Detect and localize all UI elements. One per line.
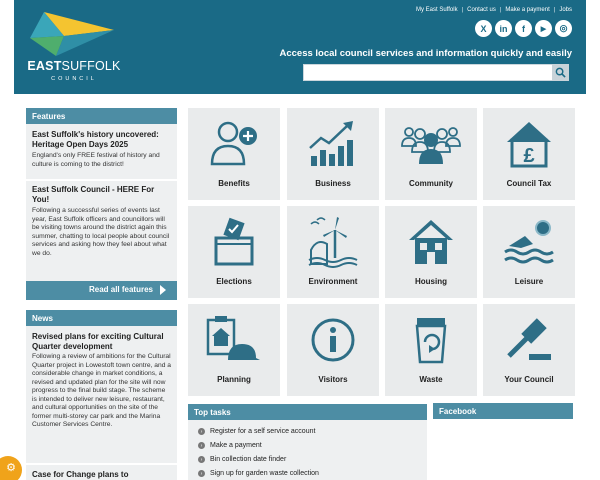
feature-title[interactable]: East Suffolk Council - HERE For You! [32, 185, 155, 204]
link-contact-us[interactable]: Contact us [467, 7, 496, 13]
swimmer-icon [503, 216, 555, 268]
utility-links: My East Suffolk | Contact us | Make a payment | Jobs [416, 7, 572, 13]
cookie-settings-button[interactable] [0, 456, 22, 480]
read-all-features-button[interactable]: Read all features [26, 281, 177, 300]
instagram-icon[interactable]: ◎ [555, 20, 572, 37]
news-title[interactable]: Case for Change plans to [32, 470, 129, 479]
link-jobs[interactable]: Jobs [559, 7, 572, 13]
tile-leisure[interactable] [483, 206, 575, 298]
svg-text:£: £ [523, 145, 535, 167]
house-icon [405, 216, 457, 268]
chevron-right-icon: › [198, 456, 205, 463]
feature-summary: England's only FREE festival of history and culture is coming to the district! [32, 152, 160, 168]
feature-title[interactable]: East Suffolk's history uncovered: Heritage Open Days 2025 [32, 130, 159, 149]
tile-label: Waste [419, 375, 443, 384]
tile-label: Council Tax [506, 179, 552, 188]
tile-environment[interactable] [287, 206, 379, 298]
tile-label: Benefits [218, 179, 250, 188]
tile-label: Community [409, 179, 453, 188]
brand-name: EASTSUFFOLK [27, 59, 121, 73]
task-link[interactable]: › Bin collection date finder [198, 456, 286, 463]
task-link[interactable]: › Sign up for garden waste collection [198, 470, 319, 477]
tile-planning[interactable] [188, 304, 280, 396]
tile-label: Business [315, 179, 351, 188]
recycle-bin-icon [405, 314, 457, 366]
clipboard-helmet-icon [204, 314, 260, 366]
tile-label: Your Council [504, 375, 554, 384]
tile-label: Planning [217, 375, 251, 384]
facebook-heading: Facebook [433, 403, 573, 419]
house-pound-icon [503, 118, 555, 170]
tagline: Access local council services and information quickly and easily [279, 48, 572, 59]
divider [26, 179, 177, 181]
tile-housing[interactable] [385, 206, 477, 298]
info-icon [307, 314, 359, 366]
chevron-right-icon: › [198, 470, 205, 477]
news-summary: Following a review of ambitions for the Cultural Quarter project in Lowestoft town centre, and a considerable change in market conditions, a revised and updated plan for the site will now progress to the final build stage. The scheme is intended to deliver new leisure, restaurant, and cultural opportunities on the site of the former multi-storey car park and the Marina Customer Services Centre. [32, 353, 172, 428]
tile-council-tax[interactable] [483, 108, 575, 200]
ballot-box-icon [208, 216, 260, 268]
arrow-right-icon [160, 285, 166, 295]
tile-label: Visitors [318, 375, 348, 384]
tile-benefits[interactable] [188, 108, 280, 200]
bar-chart-icon [307, 118, 359, 170]
tile-business[interactable] [287, 108, 379, 200]
link-my-east-suffolk[interactable]: My East Suffolk [416, 7, 458, 13]
wind-turbine-icon [307, 216, 359, 268]
tile-label: Leisure [514, 277, 544, 286]
youtube-icon[interactable]: ▶ [535, 20, 552, 37]
task-link[interactable]: › Make a payment [198, 442, 262, 449]
facebook-icon[interactable]: f [515, 20, 532, 37]
x-icon[interactable]: X [475, 20, 492, 37]
chevron-right-icon: › [198, 442, 205, 449]
task-link[interactable]: › Register for a self service account [198, 428, 315, 435]
divider [26, 463, 177, 465]
social-links [475, 20, 572, 37]
person-plus-icon [208, 118, 260, 170]
feature-summary: Following a successful series of events last year, East Suffolk officers and councillors will be visiting towns around the district again this summer, chatting to local people about council services and asking how they feel about what we do. [32, 207, 170, 257]
tile-label: Housing [415, 277, 447, 286]
tile-label: Elections [216, 277, 252, 286]
tile-elections[interactable] [188, 206, 280, 298]
tile-visitors[interactable] [287, 304, 379, 396]
people-group-icon [401, 118, 461, 170]
logo-mark-icon [26, 10, 122, 60]
linkedin-icon[interactable]: in [495, 20, 512, 37]
features-heading: Features [26, 108, 177, 124]
east-suffolk-logo[interactable] [26, 10, 122, 86]
tile-waste[interactable] [385, 304, 477, 396]
tile-your-council[interactable] [483, 304, 575, 396]
news-title[interactable]: Revised plans for exciting Cultural Quarter development [32, 332, 164, 351]
tile-label: Environment [308, 277, 358, 286]
link-make-a-payment[interactable]: Make a payment [505, 7, 550, 13]
top-tasks-heading: Top tasks [188, 404, 427, 420]
gavel-icon [503, 314, 555, 366]
search-button[interactable] [552, 64, 569, 81]
chevron-right-icon: › [198, 428, 205, 435]
search-icon [555, 67, 566, 78]
site-header [14, 0, 586, 94]
search-input[interactable] [303, 64, 555, 81]
news-heading: News [26, 310, 177, 326]
tile-community[interactable] [385, 108, 477, 200]
gear-icon: ⚙ [6, 461, 16, 474]
brand-subtitle: COUNCIL [51, 76, 97, 82]
